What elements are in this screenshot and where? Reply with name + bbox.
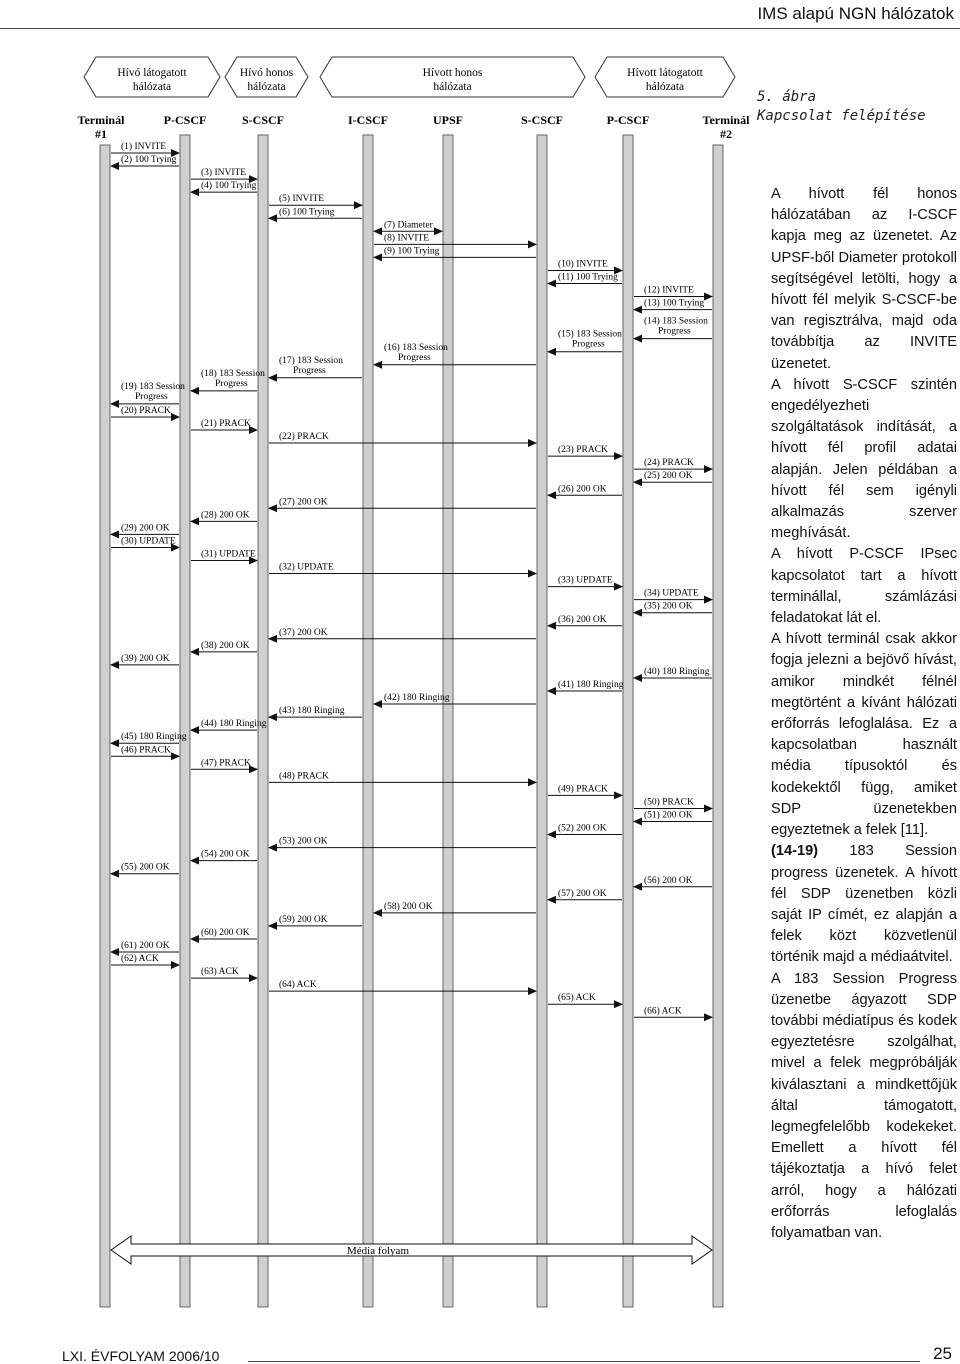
message-label: (54) 200 OK: [201, 849, 250, 860]
message-label: (3) INVITE: [201, 168, 247, 179]
message-label: (4) 100 Trying: [201, 181, 257, 192]
message-label: (63) ACK: [201, 967, 239, 978]
domain-label: Hívó honos: [239, 67, 294, 79]
paragraph-6: A 183 Session Progress üzenetbe ágyazott SDP további médiatípus és kodek egyeztetésre szolgálhat, mivel a felek megpróbálják kiválasztani a mindkettőjük által támogatott, legmegfelelőbb kodekeket. Emellett a hívott fél tájékoztatja a hívó felet arról, hogy a hálózati erőforrás lefoglalás folyamatban van.: [771, 970, 957, 1241]
message-label: Progress: [215, 378, 248, 389]
lifeline: [537, 135, 547, 1307]
footer-issue: LXI. ÉVFOLYAM 2006/10: [62, 1348, 220, 1364]
message-label: (33) UPDATE: [558, 575, 613, 586]
message-label: (9) 100 Trying: [384, 246, 440, 257]
message-label: (8) INVITE: [384, 233, 430, 244]
message-label: (48) PRACK: [279, 771, 329, 782]
message-label: (5) INVITE: [279, 194, 325, 205]
figure-number: 5. ábra: [757, 89, 817, 105]
message-label: (43) 180 Ringing: [279, 706, 345, 717]
figure-caption: [757, 88, 926, 126]
message-label: (6) 100 Trying: [279, 207, 335, 218]
message-label: (7) Diameter: [384, 220, 433, 231]
message-label: (61) 200 OK: [121, 941, 170, 951]
message-label: (26) 200 OK: [558, 484, 607, 495]
figure-title: Kapcsolat felépítése: [757, 108, 926, 124]
message-label: (37) 200 OK: [279, 627, 328, 638]
message-label: (19) 183 Session: [121, 381, 185, 392]
sequence-diagram: [70, 45, 750, 1315]
lifeline: [713, 145, 723, 1307]
message-label: (51) 200 OK: [644, 810, 693, 821]
message-label: (41) 180 Ringing: [558, 680, 624, 690]
message-label: (27) 200 OK: [279, 497, 328, 508]
message-label: (11) 100 Trying: [558, 272, 618, 283]
message-label: (1) INVITE: [121, 142, 167, 152]
message-label: (12) INVITE: [644, 285, 694, 296]
message-label: (45) 180 Ringing: [121, 732, 187, 743]
media-flow-label: Média folyam: [346, 1245, 410, 1257]
message-label: (29) 200 OK: [121, 523, 170, 534]
message-label: (30) UPDATE: [121, 536, 176, 547]
message-label: (42) 180 Ringing: [384, 693, 450, 704]
message-label: (32) UPDATE: [279, 562, 334, 573]
domain-label: hálózata: [247, 81, 286, 93]
message-label: (58) 200 OK: [384, 901, 433, 912]
entity-label: #1: [95, 127, 107, 141]
message-label: (49) PRACK: [558, 784, 608, 795]
paragraph-5-text: 183 Session progress üzenetek. A hívott fél SDP üzenetben közli saját IP címét, ez alapján a felek közt közvetlenül történik majd a médiaátvitel.: [771, 843, 957, 966]
message-label: (31) UPDATE: [201, 549, 256, 560]
body-text: [771, 184, 957, 1244]
message-label: (10) INVITE: [558, 259, 608, 270]
message-label: (55) 200 OK: [121, 862, 170, 873]
domain-label: Hívó látogatott: [117, 67, 187, 79]
message-label: (17) 183 Session: [279, 355, 343, 366]
entity-label: P-CSCF: [163, 113, 207, 127]
entity-label: #2: [720, 127, 732, 141]
message-label: (53) 200 OK: [279, 836, 328, 847]
message-label: (64) ACK: [279, 980, 317, 991]
message-label: (2) 100 Trying: [121, 155, 177, 166]
footer-rule: [248, 1361, 920, 1362]
message-label: (38) 200 OK: [201, 640, 250, 651]
message-label: (50) PRACK: [644, 797, 694, 808]
page-header: [0, 0, 960, 29]
paragraph-5: [771, 841, 957, 968]
message-label: (46) PRACK: [121, 745, 171, 756]
message-label: (39) 200 OK: [121, 653, 170, 664]
message-label: (56) 200 OK: [644, 875, 693, 886]
entity-label: S-CSCF: [241, 113, 285, 127]
lifeline: [100, 145, 110, 1307]
message-label: Progress: [398, 352, 431, 363]
message-label: (60) 200 OK: [201, 927, 250, 938]
message-label: (14) 183 Session: [644, 316, 708, 327]
domain-label: hálózata: [645, 81, 685, 93]
entity-label: I-CSCF: [347, 113, 389, 127]
message-label: (34) UPDATE: [644, 588, 699, 599]
domain-label: Hívott honos: [422, 67, 483, 79]
message-label: (35) 200 OK: [644, 601, 693, 612]
entity-label: Terminál: [77, 113, 125, 127]
paragraph-2: A hívott S-CSCF szintén engedélyezheti szolgáltatások indítását, a hívott fél profil adatai alapján. Jelen példában a hívott fél sem igényli alkalmazás szerver meghívását.: [771, 376, 957, 542]
message-label: (47) PRACK: [201, 758, 251, 769]
lifeline: [363, 135, 373, 1307]
message-label: (23) PRACK: [558, 445, 608, 456]
lifeline: [623, 135, 633, 1307]
paragraph-5-ref: (14-19): [771, 843, 819, 860]
paragraph-3: A hívott P-CSCF IPsec kapcsolatot tart a hívott terminállal, számlázási feladatokat lát el.: [771, 546, 957, 627]
message-label: (65) ACK: [558, 993, 596, 1004]
lifeline: [443, 135, 453, 1307]
entity-label: S-CSCF: [520, 113, 564, 127]
media-flow-arrow: [111, 1236, 712, 1264]
message-label: (18) 183 Session: [201, 368, 265, 379]
message-label: (28) 200 OK: [201, 510, 250, 521]
entity-label: Terminál: [702, 113, 750, 127]
message-label: (57) 200 OK: [558, 888, 607, 899]
message-label: (21) PRACK: [201, 419, 251, 429]
message-label: (25) 200 OK: [644, 471, 693, 482]
domain-label: Hívott látogatott: [627, 67, 703, 79]
message-label: Progress: [293, 365, 326, 376]
entity-label: P-CSCF: [606, 113, 650, 127]
message-label: (16) 183 Session: [384, 342, 448, 353]
message-label: (15) 183 Session: [558, 329, 622, 340]
entity-label: UPSF: [433, 113, 463, 127]
message-label: (62) ACK: [121, 954, 159, 965]
running-title: IMS alapú NGN hálózatok: [757, 4, 954, 23]
message-label: (66) ACK: [644, 1006, 682, 1017]
message-label: (36) 200 OK: [558, 614, 607, 625]
message-label: (20) PRACK: [121, 405, 171, 416]
sequence-diagram-svg: [70, 45, 750, 1315]
message-label: (24) PRACK: [644, 458, 694, 469]
page-number: 25: [933, 1344, 952, 1363]
domain-label: hálózata: [132, 81, 172, 93]
message-label: Progress: [658, 326, 691, 337]
message-label: (40) 180 Ringing: [644, 666, 710, 677]
lifeline: [180, 135, 190, 1307]
paragraph-1: A hívott fél honos hálózatában az I-CSCF kapja meg az üzenetet. Az UPSF-ből Diameter protokoll segítségével letölti, hogy a hívott fél melyik S-CSCF-be van regisztrálva, majd oda továbbítja az INVITE üzenetet.: [771, 186, 957, 372]
message-label: (22) PRACK: [279, 432, 329, 443]
message-label: (44) 180 Ringing: [201, 719, 267, 730]
paragraph-4: A hívott terminál csak akkor fogja jelezni a bejövő hívást, amikor mindkét félnél megtörtént a kívánt hálózati erőforrás lefoglalása. Ez a kapcsolatban használt média típusoktól és kodekektől függ, amiket SDP üzenetekben egyeztetnek a felek [11].: [771, 631, 957, 839]
message-label: Progress: [572, 339, 605, 350]
message-label: Progress: [135, 391, 168, 402]
message-label: (52) 200 OK: [558, 823, 607, 834]
message-label: (13) 100 Trying: [644, 298, 705, 309]
domain-label: hálózata: [433, 81, 472, 93]
message-label: (59) 200 OK: [279, 914, 328, 925]
